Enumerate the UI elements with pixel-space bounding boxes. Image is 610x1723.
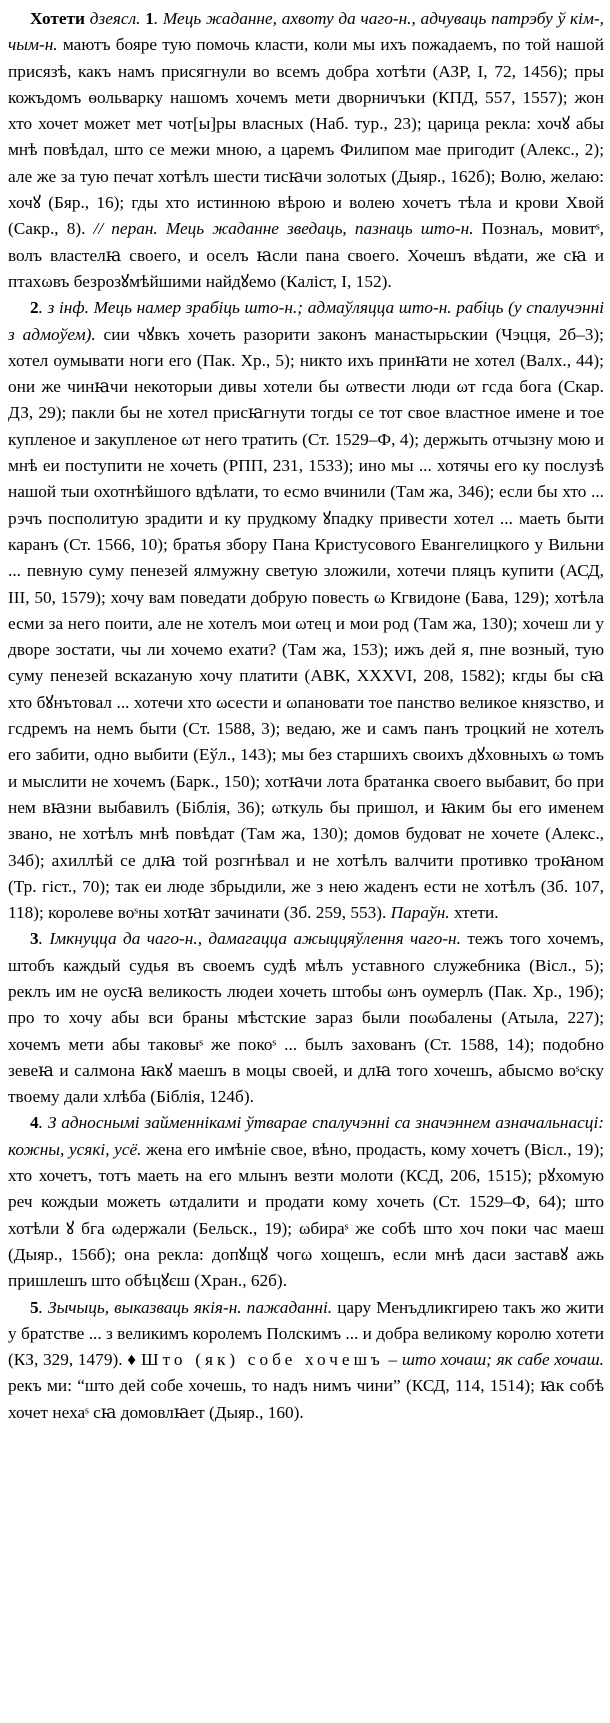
set-phrase-definition: – што хочаш; як сабе хочаш. [383,1350,604,1370]
part-of-speech: дзеясл. [84,9,146,28]
sense-definition: . з інф. Мець намер зрабіць што-н.; адмаўляцца што-н. рабіць (у спалучэнні з адмоўем). [8,298,604,344]
sense-number: 2 [30,298,39,318]
set-phrase-citations: рекъ ми: “што дей собе хочешь, то надъ нимъ чини” (КСД, 114, 1514); ꙗк собѣ хочет нехаˢ сꙗ домовлꙗет (Дыяр., 160). [8,1376,604,1422]
sense-citations: сии чꙋвкъ хочеть разорити законъ манастырьскии (Чэцця, 2б–3); хотел оумывати ноги его (Пак. Хр., 5); никто ихъ принꙗти не хотел (Валх., 44); они же чинꙗчи некоторыи дивы хотели бы ωтвести люди ωт гсда бога (Скар. ДЗ, 29); пакли бы не хотел присꙗгнути тогды се тот свое властное имене и тое купленое и закупленое ωт него тратить (Ст. 1529–Ф, 4); держыть отчызну мою и мнѣ еи поступити не хочеть (РПП, 231, 1533); ино мы ... хотячы его ку послузѣ нашой тыи охотнѣйшого вдѣлати, то есмо вчинили (Там жа, 346); если бы хто ... рэчъ посполитую зрадити и ку прудкому ꙋпадку привести хотел ... маеть быти каранъ (Ст. 1566, 10); братья збору Пана Кристусового Евангелицкого у Вильни ... певную суму пенезей ялмужну светую зложили, хотечи пляцъ купити (АСД, ІІІ, 50, 1579); хочу вам поведати добрую повесть ω Кгвидоне (Бава, 129); хотѣла есми за него поити, але не хотелъ мои ωтец и мои род (Там жа, 130); хочеш ли у дворе зостати, чы ли хочемо ехати? (Там жа, 153); ижъ дей я, пне возный, тую суму пенезей вскazaную хочу платити (АВК, XXXVI, 208, 1582); кгды бы сꙗ хто бꙋнътовал ... хотечи хто ωсести и ωпановати тое панство великое князство, и гсдремъ на немъ быти (Ст. 1588, 3); ведаю, же и самъ панъ троцкий не хотелъ его забити, одно выбити (Еўл., 143); мы без старшихъ своихъ дꙋховныхъ ω томъ и мыслити не хочемъ (Барк., 150); хотꙗчи лота братанка своего выбавит, бо при нем вꙗзни выбавилъ (Біблія, 36); ωткуль бы пришол, и ꙗким бы его именем звано, не хотѣлъ мнѣ повѣдат (Там жа, 130); домов будоват не хочете (Алекс., 34б); ахиллѣй се длꙗ той розгнѣвал и не хотѣлъ валчити противко троꙗном (Тр. гіст., 70); так еи люде збрыдили, же з нею жаденъ ести не хотѣлъ (Зб. 107, 118); королеве воˢны хотꙗт зачинати (Зб. 259, 553). [8,324,604,923]
sense-number: 5 [30,1297,39,1317]
sense-number: 3 [30,929,39,949]
sense-1-paragraph [8,6,604,295]
sense-citations: тежъ того хочемъ, штобъ каждый судья въ своемъ судѣ мѣлъ уставного служебника (Вісл., 5); реклъ им не оусꙗ великость людеи хочеть штобы ωнъ оумерлъ (Пак. Хр., 19б); про то хочу абы вси браны мѣстские зараз были поωбалены (Атыла, 227); хочемъ мети абы таковыˢ же покоˢ ... былъ захованъ (Ст. 1588, 14); подобно зевеꙗ и салмона ꙗкꙋ маешъ в моцы своей, и длꙗ того хочешъ, абысмо воˢску твоему дали хлѣба (Біблія, 124б). [8,929,605,1107]
sense-4-paragraph [8,1110,604,1294]
figurative-definition: // перан. Мець жаданне зведаць, пазнаць што-н. [85,219,474,239]
sense-definition: . Зычыць, выказваць якія-н. пажаданні. [38,1297,333,1317]
sense-number: 4 [30,1113,39,1133]
figurative-citations: Познаљ, мовитˢ, волъ властелꙗ своего, и оселъ ꙗсли пана своего. Хочешъ вѣдати, же сꙗ и птахωвъ безрозꙋмѣйшими найдꙋемо (Каліст, І, 152). [8,219,604,291]
compare-label: Параўн. [386,903,450,923]
set-phrase: Што (як) собе хочешъ [141,1350,384,1370]
sense-definition: . Імкнуцца да чаго-н., дамагацца ажыццяўлення чаго-н. [38,929,461,949]
sense-number: 1 [145,9,154,28]
sense-2-paragraph [8,295,604,926]
sense-citations: маютъ бояре тую помочь класти, коли мы ихъ пожадаемъ, по той нашой присязѣ, какъ намъ присягнули во всемъ добра хотѣти (АЗР, І, 72, 1456); пры кожъдомъ ѳольварку нашомъ хочемъ мети дворничъки (КПД, 557, 1557); жон хто хочет может мет чот[ы]ры власных (Наб. тур., 23); царица рекла: хочꙋ абы мнѣ повѣдал, што се межи мною, а царемъ Филипом мае пригодит (Алекс., 2); але же за тую печат хотѣлъ шести тисꙗчи золотых (Дыяр., 162б); Волю, желаю: хочꙋ (Бяр., 16); гды хто истинною вѣрою и волею хочетъ тѣла и крови Хвой (Сакр., 8). [8,35,604,239]
sense-citations: жена его имѣніе свое, вѣно, продасть, кому хочетъ (Вісл., 19); хто хочетъ, тотъ маеть на его млынъ везти молоти (КСД, 206, 1515); рꙋхомую реч кождыи можеть ωтдалити и продати кому хочеть (Ст. 1529–Ф, 64); што хотѣли ꙋ бга ωдержали (Бельск., 19); ωбираˢ же собѣ што хоч поки час маеш (Дыяр., 156б); она рекла: допꙋщꙋ чогω хощешъ, если мнѣ даси заставꙋ ажь пришлешъ што обѣцꙋєш (Хран., 62б). [8,1139,604,1291]
sense-definition: . З адноснымі займеннікамі ўтварае спалучэнні са значэннем азначальнасці: кожны, усякі, усё. [8,1113,604,1159]
sense-citations: цару Менъдликгирею такъ жо жити у братстве ... з великимъ королемъ Полскимъ ... и добра великому королю хотети (КЗ, 329, 1479). ♦ [8,1297,604,1370]
sense-3-paragraph [8,926,604,1110]
compare-word: хтети. [449,903,499,923]
sense-definition: . Мець жаданне, ахвоту да чаго-н., адчуваць патрэбу ў кім-, чым-н. [8,9,604,55]
headword: Хотети [30,9,85,28]
sense-5-paragraph [8,1295,604,1426]
